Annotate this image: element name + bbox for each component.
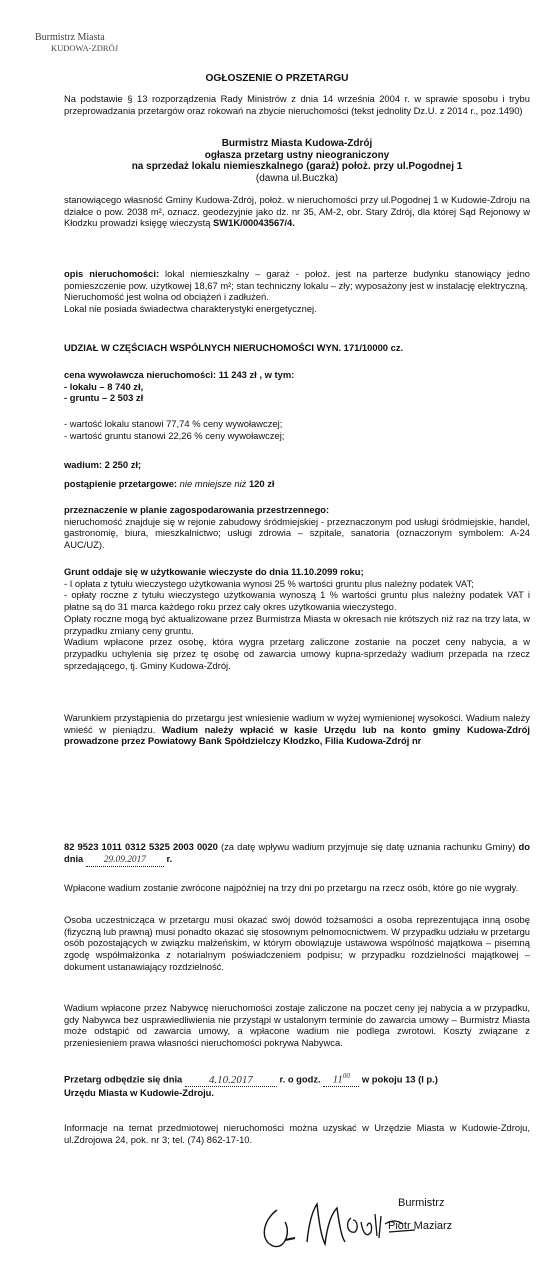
refund-note: Wpłacone wadium zostanie zwrócone najpóźniej na trzy dni po przetargu na rzecz osób, które go nie wygrały. [64,882,519,893]
property-intro [64,194,530,229]
price-block [64,369,530,404]
lease-p3: Opłaty roczne mogą być aktualizowane przez Burmistrza Miasta w okresach nie krótszych niż raz na trzy lata, w przypadku zmiany ceny gruntu. [64,612,530,636]
lease-p1: - I opłata z tytułu wieczystego użytkowania wynosi 25 % wartości gruntu plus należny podatek VAT; [64,577,474,589]
condition-bold: Wadium należy wpłacić w kasie Urzędu lub na konto gminy Kudowa-Zdrój prowadzone przez Powiatowy Bank Spółdzielczy Kłodzko, Filia Kudowa-Zdrój nr [64,723,530,747]
header-line-2: ogłasza przetarg ustny nieograniczony [204,149,390,161]
auction-post: w pokoju 13 (I p.) [359,1073,438,1085]
lease-p2: - opłaty roczne z tytułu wieczystego użytkowania wynoszą 1 % wartości gruntu plus należny podatek VAT i płatne są do 31 marca każdego roku przez cały okres użytkowania wieczystego. [64,589,530,613]
buyer-obligations: Wadium wpłacone przez Nabywcę nieruchomości zostaje zaliczone na poczet ceny jej nabycia a w przypadku, gdy Nabywca bez usprawiedliwienia nie przystąpi w ustalonym terminie do zawarcia umowy – Burmistrz Miasta może odstąpić od zawarcia umowy, a wpłacone wadium nie podlega zwrotowi. Koszty związane z przeniesieniem prawa własności nieruchomości pokrywa Nabywca. [64,1002,530,1049]
bid-step-italic: nie mniejsze niż [177,478,249,489]
stamp [35,33,118,53]
auction-pre: Przetarg odbędzie się dnia [64,1073,185,1085]
share-line-2: - wartość gruntu stanowi 22,26 % ceny wywoławczej; [64,429,285,441]
announcement-header [64,138,530,185]
account-text: (za datę wpływu wadium przyjmuje się datę uznania rachunku Gminy) [217,841,519,852]
zoning-text: nieruchomość znajduje się w rejonie zabudowy śródmiejskiej - przeznaczonym pod usługi śródmiejskie, handel, gastronomię, biura, mieszkalnictwo; usługi zdrowia – szpitale, sanatoria (oznaczonym symbolem: A-24 AUC/UZ). [64,515,530,551]
description-text: lokal niemieszkalny – garaż - położ. jest na parterze budynku stanowiący jedno pomieszczenie pow. użytkowej 18,67 m²; stan techniczny lokalu – zły; wyposażony jest w instalację elektryczną. [64,268,530,291]
auction-details [64,1071,530,1099]
share-line-1: - wartość lokalu stanowi 77,74 % ceny wywoławczej; [64,418,283,429]
header-line-3: na sprzedaż lokalu niemieszkalnego (garaż) położ. przy ul.Pogodnej 1 [131,161,463,173]
header-line-1: Burmistrz Miasta Kudowa-Zdrój [221,138,373,149]
price-line-2: - lokalu – 8 740 zł, [64,380,144,392]
lease-label: Grunt oddaje się w użytkowanie wieczyste do dnia 11.10.2099 roku; [64,566,364,577]
bid-step-label: postąpienie przetargowe: [64,478,178,489]
common-share: UDZIAŁ W CZĘŚCIACH WSPÓLNYCH NIERUCHOMOŚCI WYN. 171/10000 cz. [64,342,404,353]
stamp-line-2: KUDOWA-ZDRÓJ [51,43,119,53]
signature-title: Burmistrz [398,1197,445,1209]
header-line-4: (dawna ul.Buczka) [255,173,339,185]
property-intro-text: stanowiącego własność Gminy Kudowa-Zdrój, położ. w nieruchomości przy ul.Pogodnej 1 w Kudowie-Zdroju na działce o pow. 2038 m², oznacz. geodezyjnie jako dz. nr 35, AM-2, obr. Stary Zdrój, dla której Sąd Rejonowy w Kłodzku prowadzi księgę wieczystą [64,194,530,229]
price-line-3: - gruntu – 2 503 zł [64,392,144,404]
lease-p4: Wadium wpłacone przez osobę, która wygra przetarg zaliczone zostanie na poczet ceny nabycia, a w przypadku uchylenia się przez tę osobę od zawarcia umowy kupna-sprzedaży wadium przepada na rzecz sprzedającego, tj. Gminy Kudowa-Zdrój. [64,636,530,671]
identity-requirements: Osoba uczestnicząca w przetargu musi okazać swój dowód tożsamości a osoba reprezentująca inną osobę (fizyczną lub prawną) musi ponadto okazać się stosownym pełnomocnictwem. W przypadku udziału w przetargu osób pozostających w związku małżeńskim, w którym obowiązuje ustawowa wspólność majątkowa – pisemną zgodę współmałżonka z notarialnym poświadczeniem podpisu; w przypadku rozdzielności majątkowej – dokument ustanawiający rozdzielność. [64,914,530,972]
auction-hour-value: 11 [332,1073,343,1086]
land-register-number: SW1K/00043567/4. [213,217,295,229]
document-title: OGŁOSZENIE O PRZETARGU [205,73,349,84]
bid-step [64,478,530,490]
property-description [64,268,530,315]
deadline-suffix: r. [163,852,173,864]
auction-date: 4.10.2017 [185,1075,277,1088]
auction-hour [323,1071,359,1087]
zoning-label: przeznaczenie w planie zagospodarowania przestrzennego: [64,504,330,515]
lease-terms [64,566,530,671]
bid-step-value: 120 zł [248,478,275,489]
participation-condition [64,712,530,747]
info-contact: Informacje na temat przedmiotowej nieruchomości można uzyskać w Urzędzie Miasta w Kudowie-Zdroju, ul.Zdrojowa 24, pok. nr 3; tel. (74) 862-17-10. [64,1122,530,1145]
price-line-1: cena wywoławcza nieruchomości: 11 243 zł , w tym: [64,369,295,380]
legal-basis: Na podstawie § 13 rozporządzenia Rady Ministrów z dnia 14 września 2004 r. w sprawie sposobu i trybu przeprowadzania przetargów oraz rokowań na zbycie nieruchomości (tekst jednolity Dz.U. z 2014 r., poz.1490) [64,93,530,116]
wadium: wadium: 2 250 zł; [64,459,142,470]
bank-account [64,841,530,867]
account-number: 82 9523 1011 0312 5325 2003 0020 [64,841,218,852]
auction-minutes: 00 [342,1072,350,1080]
zoning [64,504,530,551]
deadline-date: 29.09.2017 [86,855,164,868]
stamp-line-1: Burmistrz Miasta [35,32,105,43]
signature-block [255,1188,495,1258]
description-label: opis nieruchomości: [64,268,160,279]
value-shares [64,418,530,441]
signature-name: Piotr Maziarz [388,1220,453,1232]
description-line-3: Lokal nie posiada świadectwa charakterystyki energetycznej. [64,303,317,315]
condition-text: Warunkiem przystąpienia do przetargu jest wniesienie wadium w wyżej wymienionej wysokości. Wadium należy wnieść w pieniądzu. [64,712,530,735]
auction-line-2: Urzędu Miasta w Kudowie-Zdroju. [64,1087,215,1099]
auction-mid: r. o godz. [276,1073,324,1085]
deadline-label: do dnia [64,841,530,864]
description-line-2: Nieruchomość jest wolna od obciążeń i zadłużeń. [64,291,269,303]
